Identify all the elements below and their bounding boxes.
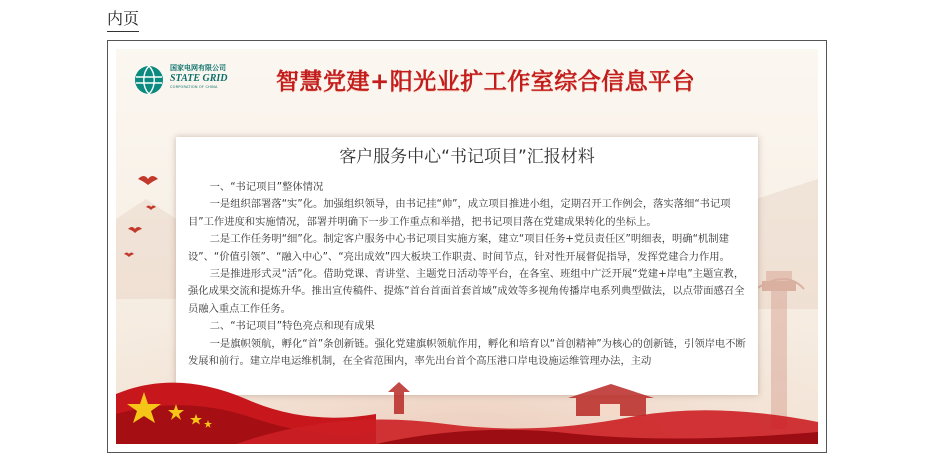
platform-title: 智慧党建+阳光业扩工作室综合信息平台: [276, 69, 696, 95]
section-heading-1: 一、“书记项目”整体情况: [209, 181, 324, 193]
platform-banner: [116, 49, 818, 444]
state-grid-logo: [170, 65, 228, 90]
great-wall-illustration: [388, 382, 654, 416]
paragraph-1: 一是组织部署落“实”化。加强组织领导，由书记挂“帅”，成立项目推进小组，定期召开工作例会，落实落细“书记项目”工作进度和实施情况，部署并明确下一步工作重点和举措，把书记项目落在党建成果转化的坐标上。: [188, 198, 731, 228]
document-title: 客户服务中心“书记项目”汇报材料: [339, 147, 595, 167]
paragraph-2: 二是工作任务明“细”化。制定客户服务中心书记项目实施方案，建立“项目任务+党员责任区”明细表，明确“机制建设”、“价值引领”、“融入中心”、“亮出成效”四大板块工作职责、时间节点，针对性开展督促指导，发挥党建合力作用。: [188, 233, 730, 263]
state-grid-globe-icon: [134, 65, 164, 95]
screenshot-frame: [107, 40, 827, 453]
section-heading-2: 二、“书记项目”特色亮点和现有成果: [209, 320, 375, 333]
bottom-decoration: [116, 374, 818, 444]
logo-en-text: STATE GRID: [170, 73, 228, 84]
paragraph-4: 一是旗帜领航，孵化“首”条创新链。强化党建旗帜领航作用，孵化和培育以“首创精神”为核心的创新链，引领岸电不断发展和前行。建立岸电运维机制，在全省范围内，率先出台首个高压港口岸电设施运维管理办法，主动: [188, 337, 746, 368]
document-body: [188, 179, 746, 370]
header: [116, 49, 818, 111]
paragraph-3: 三是推进形式灵“活”化。借助党课、青讲堂、主题党日活动等平台，在各室、班组中广泛开展“党建+岸电”主题宣教，强化成果交流和提炼升华。推出宣传稿件、提炼“首台首面首套首域”成效等多视角传播岸电系列典型做法，以点带面感召全员融入重点工作任务。: [188, 268, 745, 315]
logo-cn-text: 国家电网有限公司: [170, 64, 226, 72]
page-label: 内页: [107, 6, 139, 32]
logo-sub-text: CORPORATION OF CHINA: [170, 85, 218, 89]
report-document: [176, 137, 758, 395]
